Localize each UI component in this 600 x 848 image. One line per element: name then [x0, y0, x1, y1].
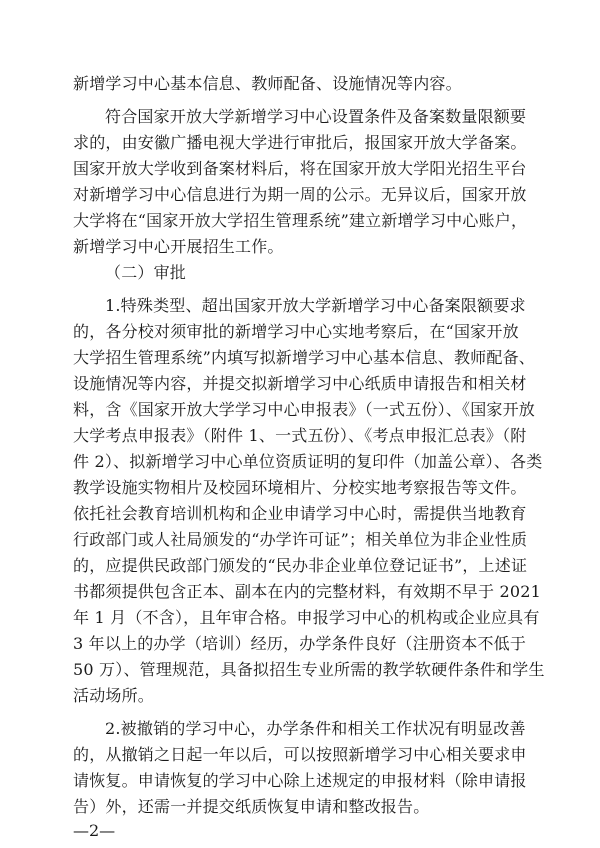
body-line: 的，从撤销之日起一年以后，可以按照新增学习中心相关要求申: [73, 745, 527, 764]
body-line: 大学将在“国家开放大学招生管理系统”建立新增学习中心账户，: [73, 211, 528, 230]
body-line: 件 2）、拟新增学习中心单位资质证明的复印件（加盖公章）、各类: [73, 452, 543, 471]
body-line: 新增学习中心开展招生工作。: [73, 237, 284, 256]
body-line: 50 万）、管理规范，具备拟招生专业所需的教学软硬件条件和学生: [73, 660, 545, 679]
body-line: 求的，由安徽广播电视大学进行审批后，报国家开放大学备案。: [73, 133, 527, 152]
body-line: 教学设施实物相片及校园环境相片、分校实地考察报告等文件。: [73, 478, 527, 497]
body-line: 的，应提供民政部门颁发的“民办非企业单位登记证书”，上述证: [73, 556, 528, 575]
body-line: 依托社会教育培训机构和企业申请学习中心时，需提供当地教育: [73, 504, 527, 523]
body-line: 3 年以上的办学（培训）经历，办学条件良好（注册资本不低于: [73, 634, 527, 653]
paragraph-start-line: 2.被撤销的学习中心，办学条件和相关工作状况有明显改善: [105, 719, 526, 738]
body-line: 请恢复。申请恢复的学习中心除上述规定的申报材料（除申请报: [73, 771, 527, 790]
body-line: 国家开放大学收到备案材料后，将在国家开放大学阳光招生平台: [73, 159, 527, 178]
section-heading: （二）审批: [105, 263, 187, 282]
body-line: 行政部门或人社局颁发的“办学许可证”；相关单位为非企业性质: [73, 530, 528, 549]
page-number: —2—: [73, 821, 116, 840]
body-line: 书都须提供包含正本、副本在内的完整材料，有效期不早于 2021: [73, 582, 542, 601]
body-line: 大学考点申报表》（附件 1、一式五份）、《考点申报汇总表》（附: [73, 426, 527, 445]
body-line: 告）外，还需一并提交纸质恢复申请和整改报告。: [73, 797, 430, 816]
body-line: 料，含《国家开放大学学习中心申报表》（一式五份）、《国家开放: [73, 400, 536, 419]
paragraph-start-line: 符合国家开放大学新增学习中心设置条件及备案数量限额要: [105, 107, 527, 126]
body-line: 的，各分校对须审批的新增学习中心实地考察后，在“国家开放: [73, 322, 519, 341]
body-line: 年 1 月（不含），且年审合格。申报学习中心的机构或企业应具有: [73, 608, 540, 627]
body-line: 大学招生管理系统”内填写拟新增学习中心基本信息、教师配备、: [73, 348, 535, 367]
body-line: 活动场所。: [73, 686, 155, 705]
body-line: 对新增学习中心信息进行为期一周的公示。无异议后，国家开放: [73, 185, 527, 204]
paragraph-start-line: 1.特殊类型、超出国家开放大学新增学习中心备案限额要求: [105, 296, 526, 315]
body-line: 设施情况等内容，并提交拟新增学习中心纸质申请报告和相关材: [73, 374, 527, 393]
body-line: 新增学习中心基本信息、教师配备、设施情况等内容。: [73, 74, 462, 93]
